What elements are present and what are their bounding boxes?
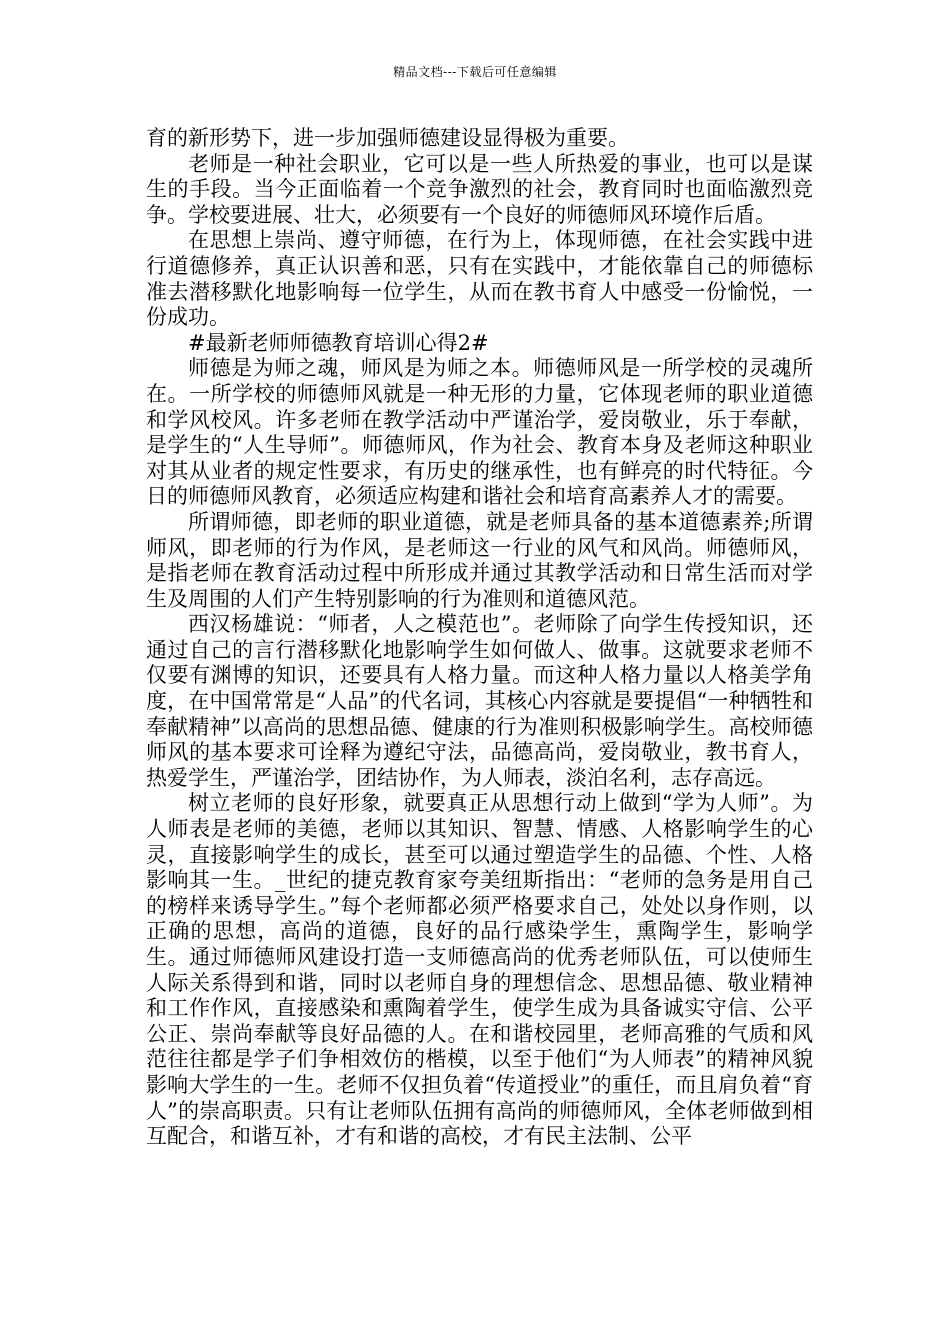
paragraph: 老师是一种社会职业，它可以是一些人所热爱的事业，也可以是谋生的手段。当今正面临着一个竞争激烈的社会，教育同时也面临激烈竞争。学校要进展、壮大，必须要有一个良好的师德师风环境作后盾。 bbox=[146, 151, 813, 227]
paragraph: 在思想上崇尚、遵守师德，在行为上，体现师德，在社会实践中进行道德修养，真正认识善和恶，只有在实践中，才能依靠自己的师德标准去潜移默化地影响每一位学生，从而在教书育人中感受一份愉悦，一份成功。 bbox=[146, 228, 813, 330]
paragraph: 师德是为师之魂，师风是为师之本。师德师风是一所学校的灵魂所在。一所学校的师德师风就是一种无形的力量，它体现老师的职业道德和学风校风。许多老师在教学活动中严谨治学，爱岗敬业，乐于奉献，是学生的“人生导师”。师德师风，作为社会、教育本身及老师这种职业对其从业者的规定性要求，有历史的继承性，也有鲜亮的时代特征。今日的师德师风教育，必须适应构建和谐社会和培育高素养人才的需要。 bbox=[146, 356, 813, 509]
paragraph: 西汉杨雄说：“师者，人之模范也”。老师除了向学生传授知识，还通过自己的言行潜移默化地影响学生如何做人、做事。这就要求老师不仅要有渊博的知识，还要具有人格力量。而这种人格力量以人格美学角度，在中国常常是“人品”的代名词，其核心内容就是要提倡“一种牺牲和奉献精神”以高尚的思想品德、健康的行为准则积极影响学生。高校师德师风的基本要求可诠释为遵纪守法，品德高尚，爱岗敬业，教书育人，热爱学生，严谨治学，团结协作，为人师表，淡泊名利，志存高远。 bbox=[146, 612, 813, 790]
page-header: 精品文档---下载后可任意编辑 bbox=[393, 65, 557, 79]
paragraph: 树立老师的良好形象，就要真正从思想行动上做到“学为人师”。为人师表是老师的美德，老师以其知识、智慧、情感、人格影响学生的心灵，直接影响学生的成长，甚至可以通过塑造学生的品德、个性、人格影响其一生。_世纪的捷克教育家夸美纽斯指出：“老师的急务是用自己的榜样来诱导学生。”每个老师都必须严格要求自己，处处以身作则，以正确的思想，高尚的道德，良好的品行感染学生，熏陶学生，影响学生。通过师德师风建设打造一支师德高尚的优秀老师队伍，可以使师生人际关系得到和谐，同时以老师自身的理想信念、思想品德、敬业精神和工作作风，直接感染和熏陶着学生，使学生成为具备诚实守信、公平公正、崇尚奉献等良好品德的人。在和谐校园里，老师高雅的气质和风范往往都是学子们争相效仿的楷模，以至于他们“为人师表”的精神风貌影响大学生的一生。老师不仅担负着“传道授业”的重任，而且肩负着“育人”的崇高职责。只有让老师队伍拥有高尚的师德师风，全体老师做到相互配合，和谐互补，才有和谐的高校，才有民主法制、公平 bbox=[146, 791, 813, 1149]
paragraph: 所谓师德，即老师的职业道德，就是老师具备的基本道德素养;所谓师风，即老师的行为作风，是老师这一行业的风气和风尚。师德师风，是指老师在教育活动过程中所形成并通过其教学活动和日常生活而对学生及周围的人们产生特别影响的行为准则和道德风范。 bbox=[146, 509, 813, 611]
document-body bbox=[146, 126, 813, 1150]
section-heading: #最新老师师德教育培训心得2# bbox=[188, 330, 489, 355]
paragraph: 育的新形势下，进一步加强师德建设显得极为重要。 bbox=[146, 126, 629, 150]
